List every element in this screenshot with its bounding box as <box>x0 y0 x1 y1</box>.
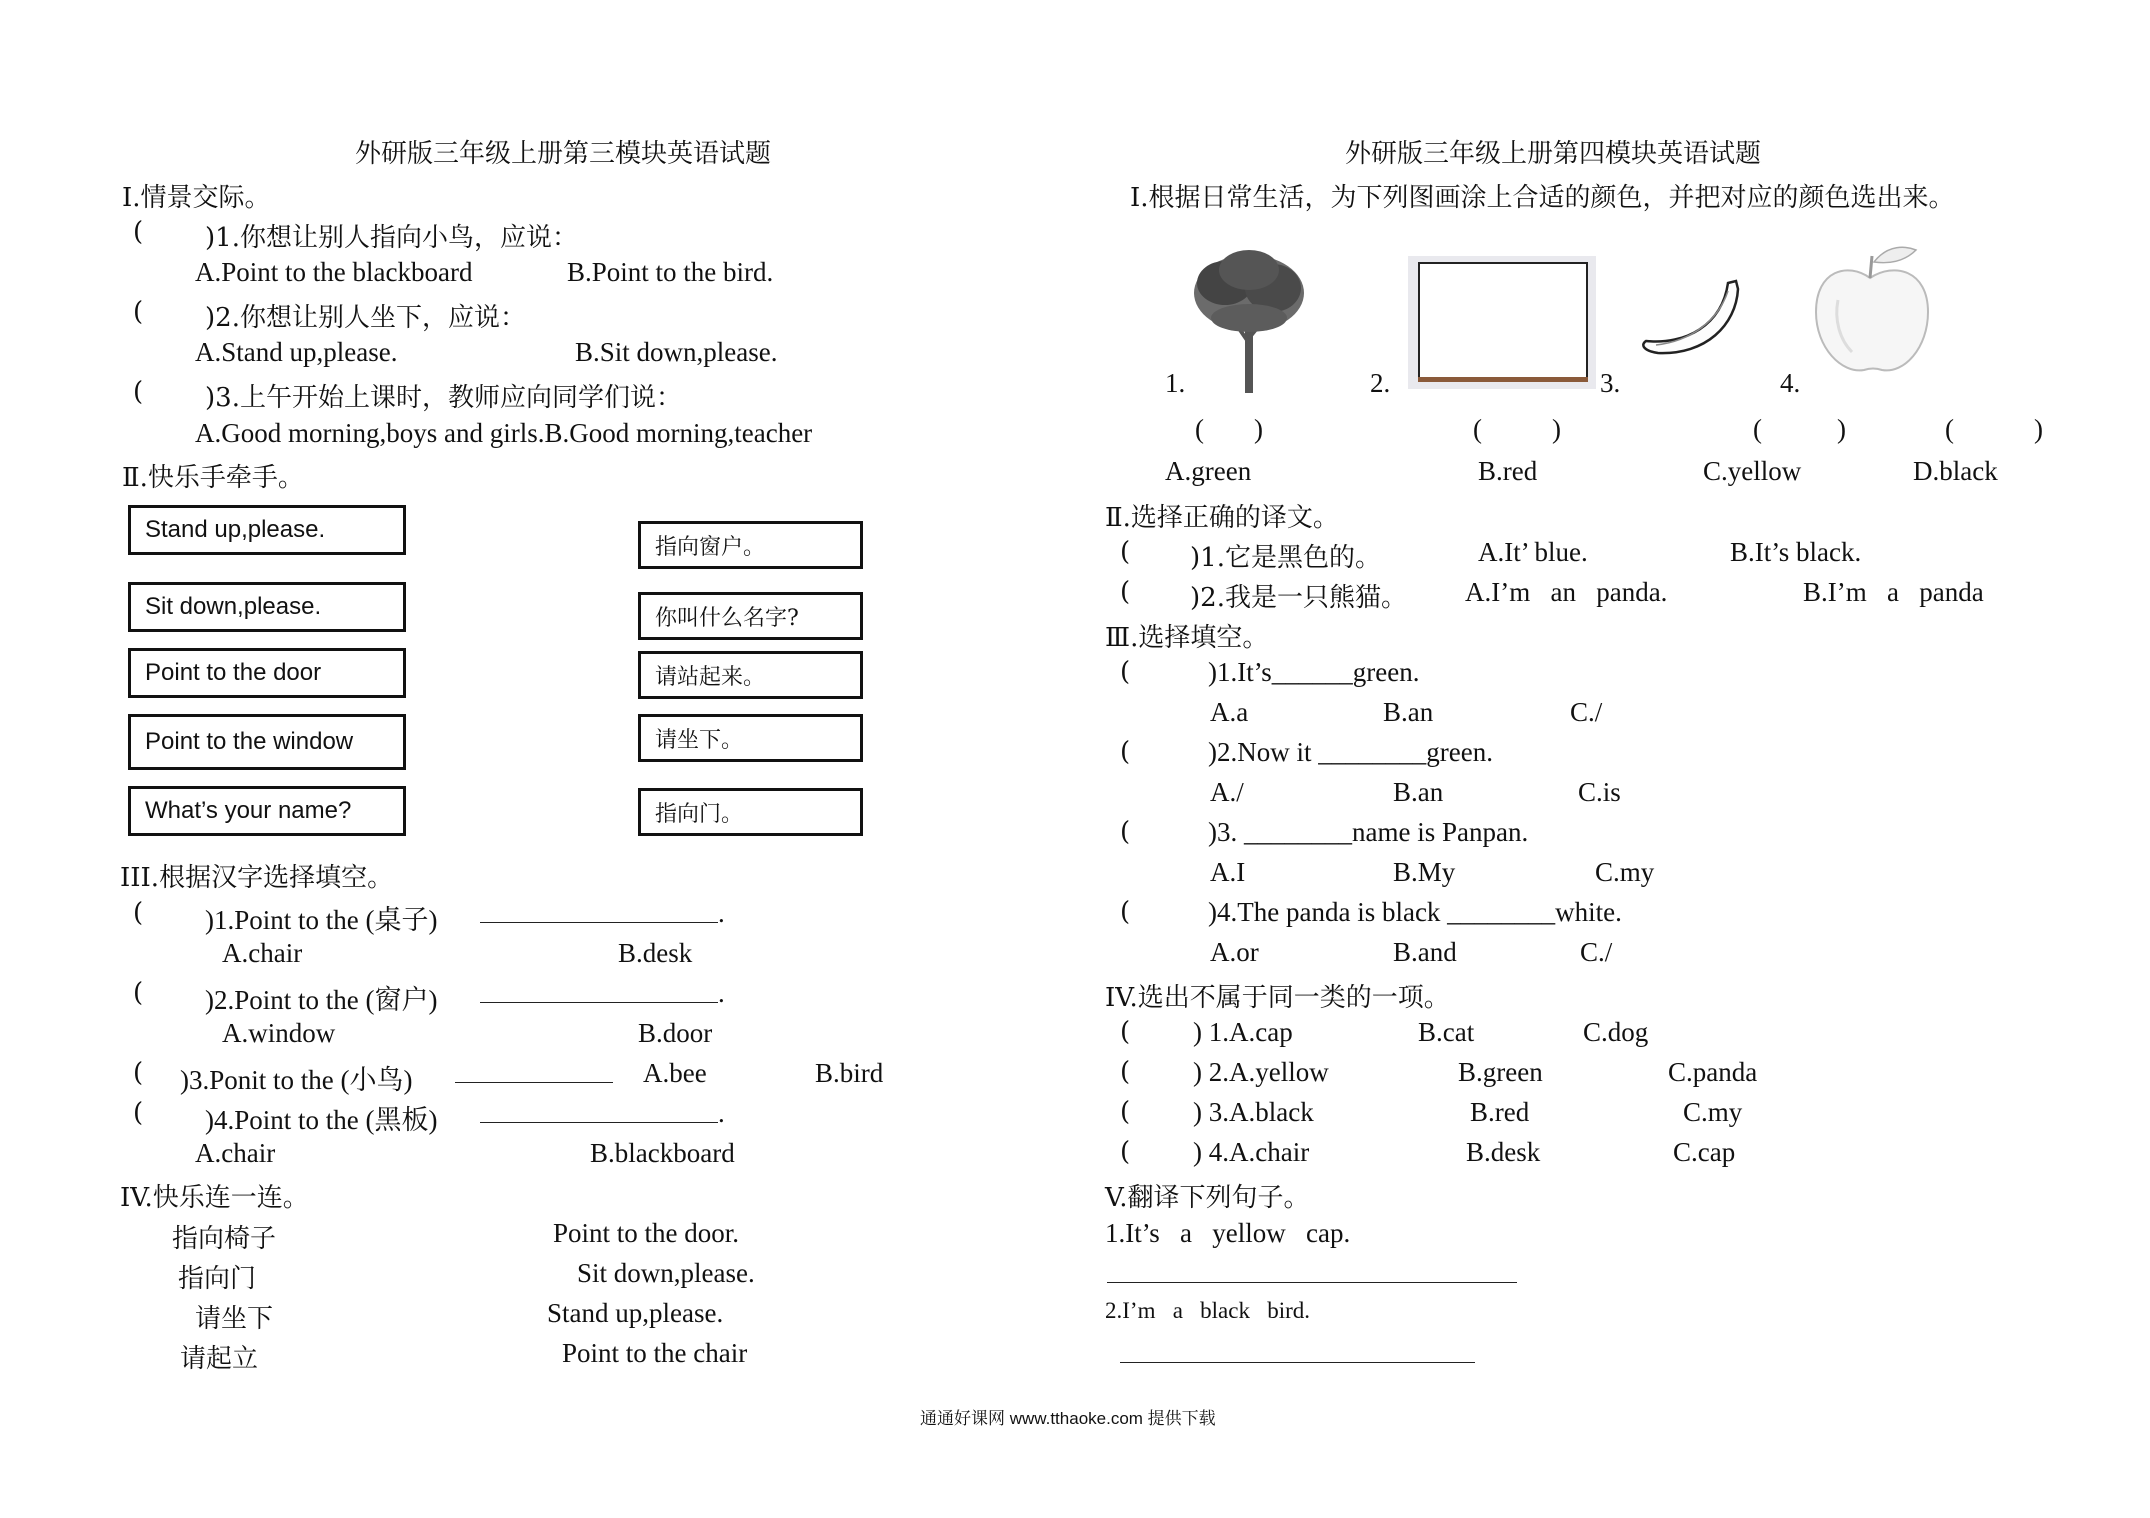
left-s1-q2-option-b: B.Sit down,please. <box>575 337 778 367</box>
color-option-d: D.black <box>1913 456 1998 486</box>
left-s1-q3-answer-paren[interactable]: ( <box>133 377 144 407</box>
right-s4-q4-option-c: C.cap <box>1673 1137 1736 1167</box>
right-s5-heading: V.翻译下列句子。 <box>1105 1183 1310 1213</box>
match-box-en-5[interactable]: What’s your name? <box>128 786 406 836</box>
right-s4-q1-option-a: ) 1.A.cap <box>1193 1017 1293 1047</box>
link-en-3[interactable]: Stand up,please. <box>547 1298 724 1328</box>
pic-number-4: 4. <box>1780 368 1801 398</box>
left-s3-q1-option-a: A.chair <box>222 938 303 968</box>
right-s3-q4-option-a: A.or <box>1210 937 1259 967</box>
left-s3-q2-period: . <box>718 978 725 1008</box>
left-s3-q4-period: . <box>718 1098 725 1128</box>
left-s3-q4-option-b: B.blackboard <box>590 1138 735 1168</box>
right-s3-q1-option-b: B.an <box>1383 697 1434 727</box>
right-s3-q4-stem: )4.The panda is black ________white. <box>1208 897 1622 927</box>
pic-number-3: 3. <box>1600 368 1621 398</box>
left-s3-q2-option-a: A.window <box>222 1018 336 1048</box>
left-s1-q2-option-a: A.Stand up,please. <box>195 337 398 367</box>
right-title: 外研版三年级上册第四模块英语试题 <box>1345 139 1762 169</box>
left-s1-q3-options: A.Good morning,boys and girls.B.Good morning,teacher <box>195 418 813 448</box>
left-s3-q1-option-b: B.desk <box>618 938 693 968</box>
pic-number-1: 1. <box>1165 368 1186 398</box>
match-box-en-1[interactable]: Stand up,please. <box>128 505 406 555</box>
left-s3-q1-blank[interactable] <box>480 922 718 923</box>
left-s3-q2-option-b: B.door <box>638 1018 713 1048</box>
left-s3-q4-option-a: A.chair <box>195 1138 276 1168</box>
right-s3-heading: Ⅲ.选择填空。 <box>1105 623 1269 653</box>
left-s1-q2-stem: )2.你想让别人坐下，应说： <box>205 303 526 333</box>
link-cn-2[interactable]: 指向门 <box>178 1264 257 1294</box>
right-s4-q3-option-a: ) 3.A.black <box>1193 1097 1314 1127</box>
right-s4-q4-answer-paren[interactable]: ( <box>1120 1137 1131 1167</box>
match-box-en-3[interactable]: Point to the door <box>128 648 406 698</box>
link-en-1[interactable]: Point to the door. <box>553 1218 740 1248</box>
pic-answer-2[interactable]: ( ) <box>1473 414 1561 444</box>
link-cn-4[interactable]: 请起立 <box>180 1344 259 1374</box>
right-s4-q2-option-a: ) 2.A.yellow <box>1193 1057 1329 1087</box>
right-s4-q3-option-b: B.red <box>1470 1097 1530 1127</box>
pic-answer-1[interactable]: ( ) <box>1195 414 1263 444</box>
link-en-2[interactable]: Sit down,please. <box>577 1258 755 1288</box>
left-s3-q3-blank[interactable] <box>455 1082 613 1083</box>
right-s3-q1-answer-paren[interactable]: ( <box>1120 657 1131 687</box>
right-s4-heading: IV.选出不属于同一类的一项。 <box>1105 983 1450 1013</box>
left-s3-q3-option-a: A.bee <box>643 1058 707 1088</box>
footer-credit: 通通好课网 www.tthaoke.com 提供下载 <box>920 1409 1216 1428</box>
left-s3-heading: III.根据汉字选择填空。 <box>120 863 394 893</box>
match-box-en-4[interactable]: Point to the window <box>128 714 406 770</box>
right-s3-q2-option-a: A./ <box>1210 777 1244 807</box>
right-s4-q2-option-b: B.green <box>1458 1057 1543 1087</box>
right-s4-q2-option-c: C.panda <box>1668 1057 1758 1087</box>
match-box-cn-1[interactable]: 指向窗户。 <box>638 521 863 569</box>
match-box-cn-5[interactable]: 指向门。 <box>638 788 863 836</box>
left-s3-q2-stem: )2.Point to the (窗户) <box>205 985 438 1015</box>
translate-answer-line-1[interactable] <box>1107 1282 1517 1283</box>
match-box-cn-3[interactable]: 请站起来。 <box>638 651 863 699</box>
right-s4-q3-answer-paren[interactable]: ( <box>1120 1097 1131 1127</box>
banana-icon <box>1636 275 1746 365</box>
link-cn-1[interactable]: 指向椅子 <box>172 1224 277 1254</box>
right-s3-q2-option-c: C.is <box>1578 777 1621 807</box>
link-cn-3[interactable]: 请坐下 <box>195 1304 274 1334</box>
translate-sentence-1: 1.It’s a yellow cap. <box>1105 1218 1351 1248</box>
tree-icon <box>1185 248 1315 393</box>
left-s3-q2-blank[interactable] <box>480 1002 718 1003</box>
right-s2-heading: Ⅱ.选择正确的译文。 <box>1105 503 1339 533</box>
right-s2-q2-option-a: A.I’m an panda. <box>1465 577 1668 607</box>
left-s1-q1-answer-paren[interactable]: ( <box>133 217 144 247</box>
right-s1-heading: Ⅰ.根据日常生活，为下列图画涂上合适的颜色，并把对应的颜色选出来。 <box>1130 183 1955 213</box>
left-s3-q3-answer-paren[interactable]: ( <box>133 1058 144 1088</box>
left-title: 外研版三年级上册第三模块英语试题 <box>355 139 772 169</box>
left-s4-heading: IV.快乐连一连。 <box>120 1183 309 1213</box>
right-s2-q1-option-a: A.It’ blue. <box>1478 537 1588 567</box>
right-s3-q3-option-a: A.I <box>1210 857 1246 887</box>
right-s2-q1-answer-paren[interactable]: ( <box>1120 537 1131 567</box>
right-s3-q2-stem: )2.Now it ________green. <box>1208 737 1493 767</box>
left-s3-q2-answer-paren[interactable]: ( <box>133 978 144 1008</box>
right-s4-q4-option-b: B.desk <box>1466 1137 1541 1167</box>
color-option-c: C.yellow <box>1703 456 1802 486</box>
left-s1-q3-stem: )3.上午开始上课时，教师应向同学们说： <box>205 383 682 413</box>
color-option-a: A.green <box>1165 456 1252 486</box>
right-s3-q2-option-b: B.an <box>1393 777 1444 807</box>
translate-sentence-2: 2.I’m a black bird. <box>1105 1298 1311 1323</box>
left-s3-q3-option-b: B.bird <box>815 1058 884 1088</box>
left-s1-q1-stem: )1.你想让别人指向小鸟，应说： <box>205 223 578 253</box>
right-s2-q2-option-b: B.I’m a panda <box>1803 577 1984 607</box>
right-s3-q1-option-a: A.a <box>1210 697 1249 727</box>
match-box-en-2[interactable]: Sit down,please. <box>128 582 406 632</box>
left-s1-q1-option-b: B.Point to the bird. <box>567 257 774 287</box>
left-s1-q2-answer-paren[interactable]: ( <box>133 297 144 327</box>
left-s2-heading: Ⅱ.快乐手牵手。 <box>122 463 304 493</box>
left-s3-q1-period: . <box>718 898 725 928</box>
right-s2-q2-stem: )2.我是一只熊猫。 <box>1190 583 1407 613</box>
right-s4-q1-option-c: C.dog <box>1583 1017 1649 1047</box>
apple-icon <box>1808 240 1938 380</box>
right-s3-q4-answer-paren[interactable]: ( <box>1120 897 1131 927</box>
color-option-b: B.red <box>1478 456 1538 486</box>
left-s3-q4-answer-paren[interactable]: ( <box>133 1098 144 1128</box>
right-s2-q2-answer-paren[interactable]: ( <box>1120 577 1131 607</box>
blank-board-icon <box>1408 256 1596 389</box>
right-s3-q3-answer-paren[interactable]: ( <box>1120 817 1131 847</box>
pic-answer-3[interactable]: ( ) <box>1753 414 1846 444</box>
right-s3-q4-option-b: B.and <box>1393 937 1457 967</box>
pic-number-2: 2. <box>1370 368 1391 398</box>
right-s3-q3-option-c: C.my <box>1595 857 1655 887</box>
pic-answer-4[interactable]: ( ) <box>1945 414 2043 444</box>
right-s3-q2-answer-paren[interactable]: ( <box>1120 737 1131 767</box>
right-s2-q1-option-b: B.It’s black. <box>1730 537 1862 567</box>
right-s2-q1-stem: )1.它是黑色的。 <box>1190 543 1381 573</box>
right-s3-q1-option-c: C./ <box>1570 697 1603 727</box>
left-s3-q1-stem: )1.Point to the (桌子) <box>205 905 438 935</box>
right-s4-q2-answer-paren[interactable]: ( <box>1120 1057 1131 1087</box>
right-s4-q1-option-b: B.cat <box>1418 1017 1475 1047</box>
right-s3-q4-option-c: C./ <box>1580 937 1613 967</box>
right-s4-q4-option-a: ) 4.A.chair <box>1193 1137 1310 1167</box>
left-s1-heading: Ⅰ.情景交际。 <box>122 183 271 213</box>
right-s3-q1-stem: )1.It’s______green. <box>1208 657 1420 687</box>
right-s3-q3-option-b: B.My <box>1393 857 1456 887</box>
left-s3-q4-blank[interactable] <box>480 1122 718 1123</box>
left-s1-q1-option-a: A.Point to the blackboard <box>195 257 473 287</box>
link-en-4[interactable]: Point to the chair <box>562 1338 748 1368</box>
match-box-cn-2[interactable]: 你叫什么名字? <box>638 592 863 640</box>
left-s3-q3-stem: )3.Ponit to the (小鸟) <box>180 1065 413 1095</box>
right-s4-q1-answer-paren[interactable]: ( <box>1120 1017 1131 1047</box>
right-s3-q3-stem: )3. ________name is Panpan. <box>1208 817 1529 847</box>
left-s3-q4-stem: )4.Point to the (黑板) <box>205 1105 438 1135</box>
left-s3-q1-answer-paren[interactable]: ( <box>133 898 144 928</box>
match-box-cn-4[interactable]: 请坐下。 <box>638 714 863 762</box>
right-s4-q3-option-c: C.my <box>1683 1097 1743 1127</box>
translate-answer-line-2[interactable] <box>1120 1362 1475 1363</box>
